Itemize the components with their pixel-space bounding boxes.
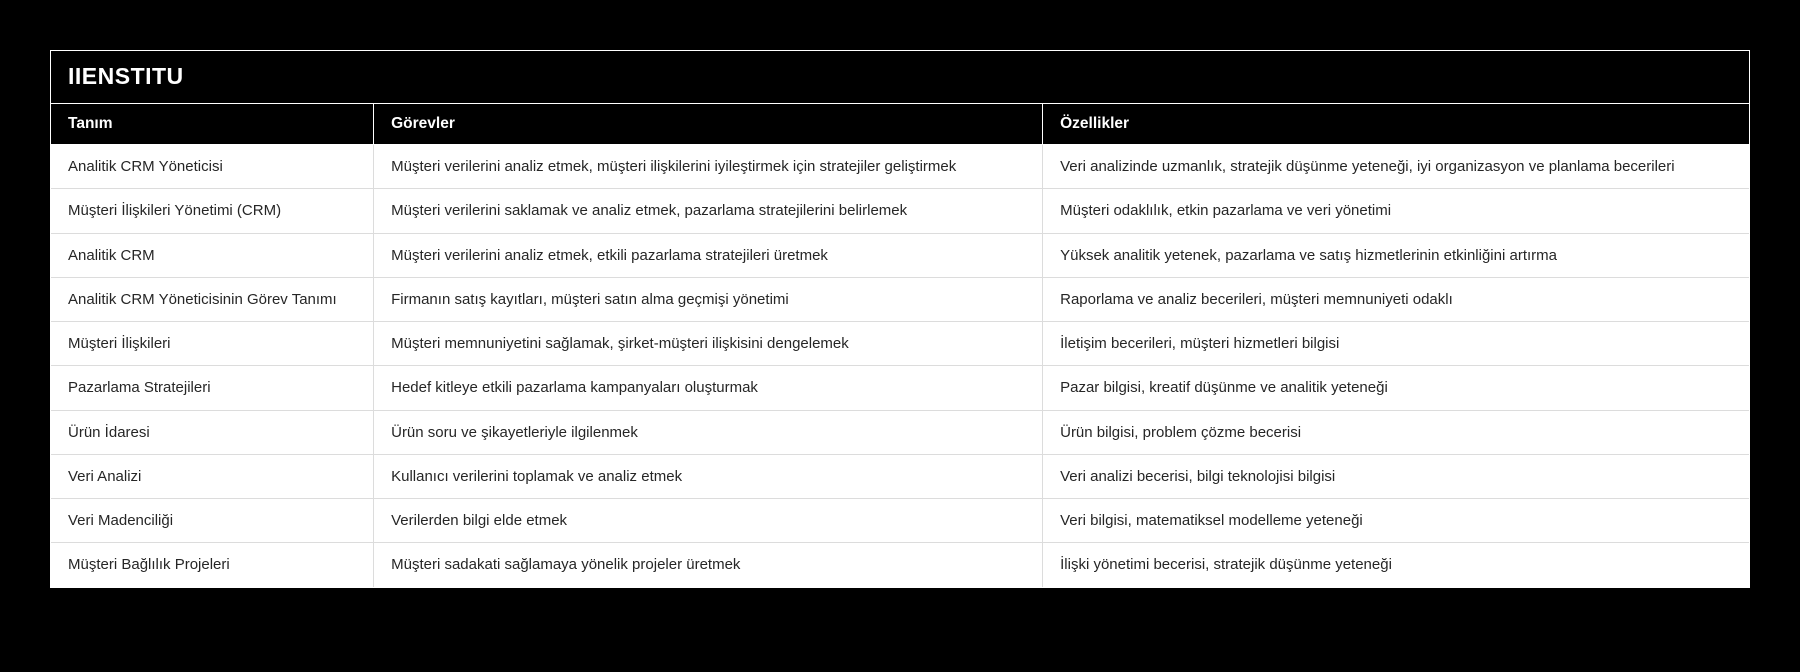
table-cell: Raporlama ve analiz becerileri, müşteri memnuniyeti odaklı <box>1043 277 1749 321</box>
table-cell: Veri Madenciliği <box>51 499 374 543</box>
table-cell: Pazar bilgisi, kreatif düşünme ve analitik yeteneği <box>1043 366 1749 410</box>
table-cell: Veri Analizi <box>51 454 374 498</box>
table-cell: Firmanın satış kayıtları, müşteri satın alma geçmişi yönetimi <box>374 277 1043 321</box>
table-row <box>51 499 1749 543</box>
table-cell: Ürün İdaresi <box>51 410 374 454</box>
table-cell: Müşteri İlişkileri <box>51 322 374 366</box>
table-cell: Veri analizi becerisi, bilgi teknolojisi bilgisi <box>1043 454 1749 498</box>
table-row <box>51 322 1749 366</box>
table-cell: Analitik CRM Yöneticisi <box>51 145 374 189</box>
crm-roles-table-panel <box>50 50 1750 588</box>
table-cell: İletişim becerileri, müşteri hizmetleri bilgisi <box>1043 322 1749 366</box>
table-cell: İlişki yönetimi becerisi, stratejik düşünme yeteneği <box>1043 543 1749 587</box>
table-cell: Veri bilgisi, matematiksel modelleme yeteneği <box>1043 499 1749 543</box>
table-cell: Kullanıcı verilerini toplamak ve analiz etmek <box>374 454 1043 498</box>
table-cell: Müşteri verilerini analiz etmek, müşteri ilişkilerini iyileştirmek için stratejiler geliştirmek <box>374 145 1043 189</box>
table-cell: Analitik CRM Yöneticisinin Görev Tanımı <box>51 277 374 321</box>
table-cell: Ürün bilgisi, problem çözme becerisi <box>1043 410 1749 454</box>
table-cell: Müşteri Bağlılık Projeleri <box>51 543 374 587</box>
column-header-2: Özellikler <box>1043 104 1749 145</box>
table-row <box>51 366 1749 410</box>
table-row <box>51 410 1749 454</box>
table-cell: Analitik CRM <box>51 233 374 277</box>
table-cell: Müşteri odaklılık, etkin pazarlama ve veri yönetimi <box>1043 189 1749 233</box>
table-row <box>51 543 1749 587</box>
table-cell: Ürün soru ve şikayetleriyle ilgilenmek <box>374 410 1043 454</box>
table-row <box>51 454 1749 498</box>
column-header-0: Tanım <box>51 104 374 145</box>
table-cell: Müşteri İlişkileri Yönetimi (CRM) <box>51 189 374 233</box>
crm-roles-table <box>51 104 1749 587</box>
table-cell: Yüksek analitik yetenek, pazarlama ve satış hizmetlerinin etkinliğini artırma <box>1043 233 1749 277</box>
table-cell: Müşteri sadakati sağlamaya yönelik projeler üretmek <box>374 543 1043 587</box>
table-row <box>51 189 1749 233</box>
table-cell: Hedef kitleye etkili pazarlama kampanyaları oluşturmak <box>374 366 1043 410</box>
table-cell: Veri analizinde uzmanlık, stratejik düşünme yeteneği, iyi organizasyon ve planlama becerileri <box>1043 145 1749 189</box>
table-row <box>51 145 1749 189</box>
table-cell: Müşteri verilerini analiz etmek, etkili pazarlama stratejileri üretmek <box>374 233 1043 277</box>
table-title: IIENSTITU <box>51 51 1749 104</box>
column-header-1: Görevler <box>374 104 1043 145</box>
table-row <box>51 233 1749 277</box>
table-cell: Verilerden bilgi elde etmek <box>374 499 1043 543</box>
table-header-row <box>51 104 1749 145</box>
table-row <box>51 277 1749 321</box>
table-cell: Pazarlama Stratejileri <box>51 366 374 410</box>
table-cell: Müşteri memnuniyetini sağlamak, şirket-müşteri ilişkisini dengelemek <box>374 322 1043 366</box>
table-cell: Müşteri verilerini saklamak ve analiz etmek, pazarlama stratejilerini belirlemek <box>374 189 1043 233</box>
